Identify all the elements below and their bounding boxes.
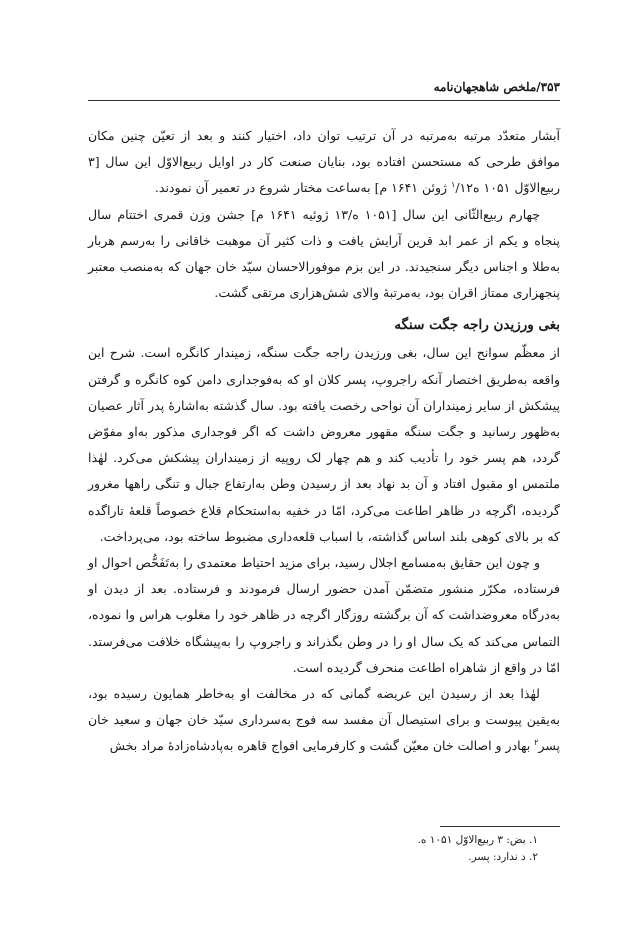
paragraph-4: و چون این حقایق به‌مسامع اجلال رسید، برای مزید احتیاط معتمدی را به‌تَفَحُّص احوال او فرستاده، مکرّر منشور متضمّن آمدن حضور ارسال فرمودند و فرستاده. بعد از دیدن او به‌درگاه معروضداشت که آن برگشته روزگار اگرچه در ظاهر خود را مغلوب هراس وا نموده، التماس می‌کند که یک سال او را در وطن بگذراند و راجروپ را به‌پیشگاه خلافت می‌فرستد. امّا در واقع از شاهراه اطاعت منحرف گردیده است. bbox=[88, 555, 560, 675]
paragraph-1 bbox=[88, 123, 560, 202]
paragraph-5 bbox=[88, 681, 560, 760]
paragraph-3: از معظّم سوانح این سال، بغی ورزیدن راجه جگت سنگه، زمیندار کانگره است. شرح این واقعه به‌طریق اختصار آنکه راجروپ، پسر کلان او که به‌فوجداری دامن کوه کانگره و گرفتن پیشکش از سایر زمینداران آن نواحی رخصت یافته بود. سال گذشته به‌اشارهٔ پدر آثار عصیان به‌ظهور رسانید و جگت سنگه مقهور معروض داشت که اگر فوجداری مذکور به‌او مفوّض گردد، هم پسر خود را تأدیب کند و هم چهار لک روپیه از زمینداران پیشکش می‌کرد. لهٰذا ملتمس او مقبول افتاد و آن بد نهاد بعد از رسیدن وطن به‌ارتفاع جبال و تنگی راهها مغرور گردیده، اگرچه در ظاهر اطاعت می‌کرد، امّا در خفیه به‌استحکام قلاع خصوصاً قلعهٔ تاراگده که بر بالای کوهی بلند اساس گذاشته، با اسباب قلعه‌داری مضبوط ساخته بود، می‌پرداخت. bbox=[88, 345, 560, 544]
footnote-ref-2: ۲ bbox=[534, 738, 539, 748]
paragraph-5-text-a: لهٰذا بعد از رسیدن این عریضه گمانی که در مخالفت او به‌خاطر همایون رسیده بود، به‌یقین پیوست و برای استیصال آن مفسد سه فوج به‌سرداری سیّد خان جهان و سعید خان پسر bbox=[88, 686, 560, 754]
running-header: ۳۵۳/ملخص شاهجهان‌نامه bbox=[433, 80, 560, 94]
footnotes bbox=[98, 832, 538, 866]
footnote-2: ۲. د ندارد: پسر. bbox=[468, 851, 538, 863]
paragraph-1-text-b: /۱۲ ژوئن ۱۶۴۱ م] به‌ساعت مختار شروع در تعمیر آن نمودند. bbox=[154, 180, 473, 196]
footnote-1: ۱. بض: ۳ ربیع‌الاوّل ۱۰۵۱ ه. bbox=[417, 834, 538, 846]
paragraph-2: چهارم ربیع‌الثّانی این سال [۱۰۵۱ ه/۱۳ ژوئیه ۱۶۴۱ م] جشن وزن قمری اختتام سال پنجاه و یکم از عمر ابد قرین آرایش یافت و ذات کثیر آن موهبت خاقانی را به‌رسم هربار به‌طلا و اجناس دیگر سنجیدند. در این بزم موفورالاحسان سیّد خان جهان که به‌منصب معتبر پنجهزاری ممتاز اقران بود، به‌مرتبهٔ والای شش‌هزاری مرتقی گشت. bbox=[88, 206, 560, 301]
header-rule bbox=[88, 100, 560, 101]
footnote-ref-1: ۱ bbox=[451, 180, 456, 190]
paragraph-5-text-b: بهادر و اصالت خان معیّن گشت و کارفرمایی افواج قاهره به‌پادشاه‌زادهٔ مراد بخش bbox=[109, 738, 535, 754]
body-text bbox=[88, 123, 560, 760]
section-heading: بغی ورزیدن راجه جگت سنگه bbox=[394, 317, 560, 334]
footnote-rule bbox=[440, 826, 560, 827]
paragraph-1-text-a: آبشار متعدّد مرتبه به‌مرتبه در آن ترتیب توان داد، اختیار کنند و بعد از تعیّن چنین مکان موافق طرحی که مستحسن افتاده بود، بنایان صنعت کار در اوایل ربیع‌الاوّل این سال [۳ ربیع‌الاوّل ۱۰۵۱ ه bbox=[88, 128, 560, 196]
